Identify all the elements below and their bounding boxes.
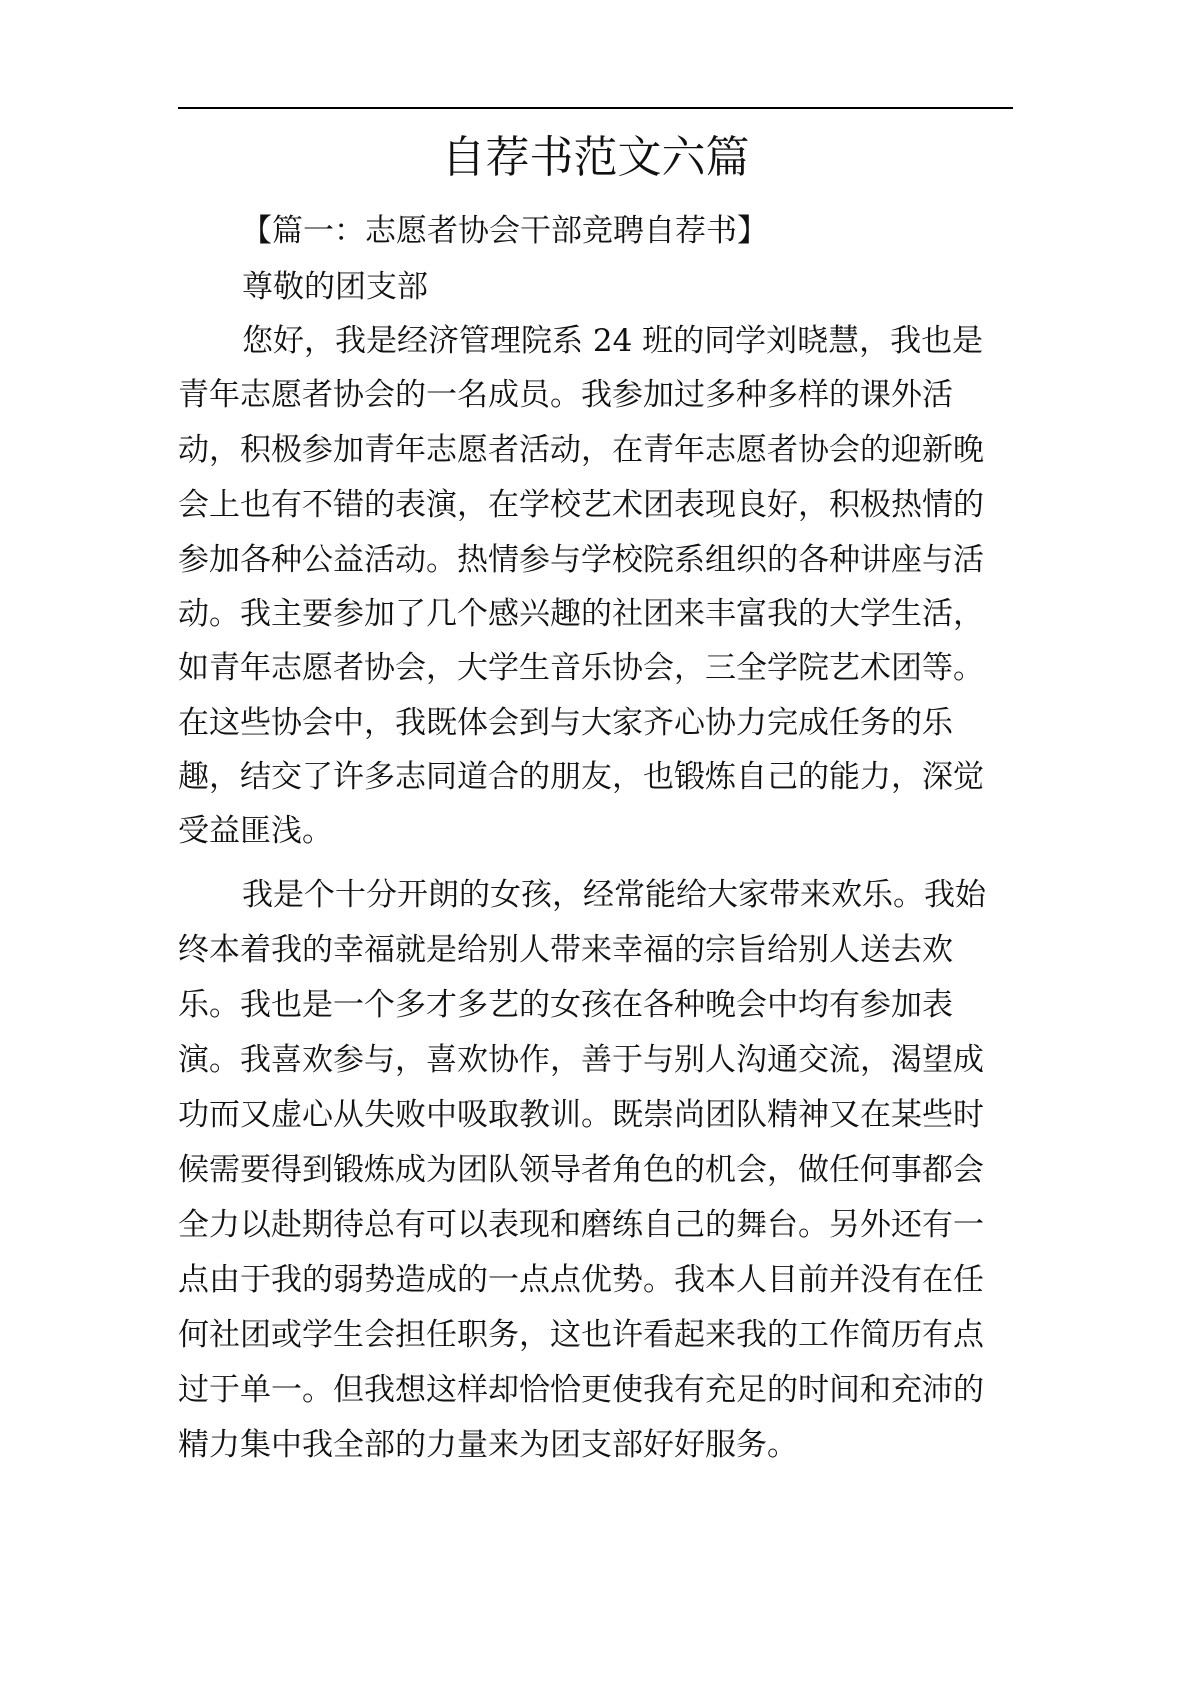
- paragraph-1-line: 受益匪浅。: [178, 813, 333, 849]
- salutation: 尊敬的团支部: [242, 269, 428, 305]
- paragraph-1-line: 趣，结交了许多志同道合的朋友，也锻炼自己的能力，深觉: [178, 759, 984, 795]
- paragraph-2-line: 点由于我的弱势造成的一点点优势。我本人目前并没有在任: [178, 1262, 984, 1298]
- section-heading: 【篇一：志愿者协会干部竞聘自荐书】: [241, 213, 768, 249]
- paragraph-1-line: 如青年志愿者协会，大学生音乐协会，三全学院艺术团等。: [178, 650, 984, 686]
- paragraph-1-line: 会上也有不错的表演，在学校艺术团表现良好，积极热情的: [178, 487, 984, 523]
- paragraph-2-line: 精力集中我全部的力量来为团支部好好服务。: [178, 1427, 798, 1463]
- document-title: 自荐书范文六篇: [441, 132, 750, 183]
- paragraph-2-line: 候需要得到锻炼成为团队领导者角色的机会，做任何事都会: [178, 1152, 984, 1188]
- paragraph-2-line: 我是个十分开朗的女孩，经常能给大家带来欢乐。我始: [242, 877, 986, 913]
- paragraph-2-line: 过于单一。但我想这样却恰恰更使我有充足的时间和充沛的: [178, 1372, 984, 1408]
- paragraph-1-line: 青年志愿者协会的一名成员。我参加过多种多样的课外活: [178, 377, 953, 413]
- paragraph-1-line: 您好，我是经济管理院系 24 班的同学刘晓慧，我也是: [242, 323, 984, 359]
- paragraph-1-line: 参加各种公益活动。热情参与学校院系组织的各种讲座与活: [178, 542, 984, 578]
- paragraph-1-line: 动，积极参加青年志愿者活动，在青年志愿者协会的迎新晚: [178, 432, 984, 468]
- paragraph-1-line: 在这些协会中，我既体会到与大家齐心协力完成任务的乐: [178, 705, 953, 741]
- paragraph-2-line: 功而又虚心从失败中吸取教训。既崇尚团队精神又在某些时: [178, 1097, 984, 1133]
- paragraph-2-line: 乐。我也是一个多才多艺的女孩在各种晚会中均有参加表: [178, 987, 953, 1023]
- header-rule: [178, 107, 1013, 109]
- paragraph-1-line: 动。我主要参加了几个感兴趣的社团来丰富我的大学生活，: [178, 596, 984, 632]
- paragraph-2-line: 终本着我的幸福就是给别人带来幸福的宗旨给别人送去欢: [178, 932, 953, 968]
- paragraph-2-line: 全力以赴期待总有可以表现和磨练自己的舞台。另外还有一: [178, 1207, 984, 1243]
- paragraph-2-line: 演。我喜欢参与，喜欢协作，善于与别人沟通交流，渴望成: [178, 1042, 984, 1078]
- paragraph-2-line: 何社团或学生会担任职务，这也许看起来我的工作简历有点: [178, 1317, 984, 1353]
